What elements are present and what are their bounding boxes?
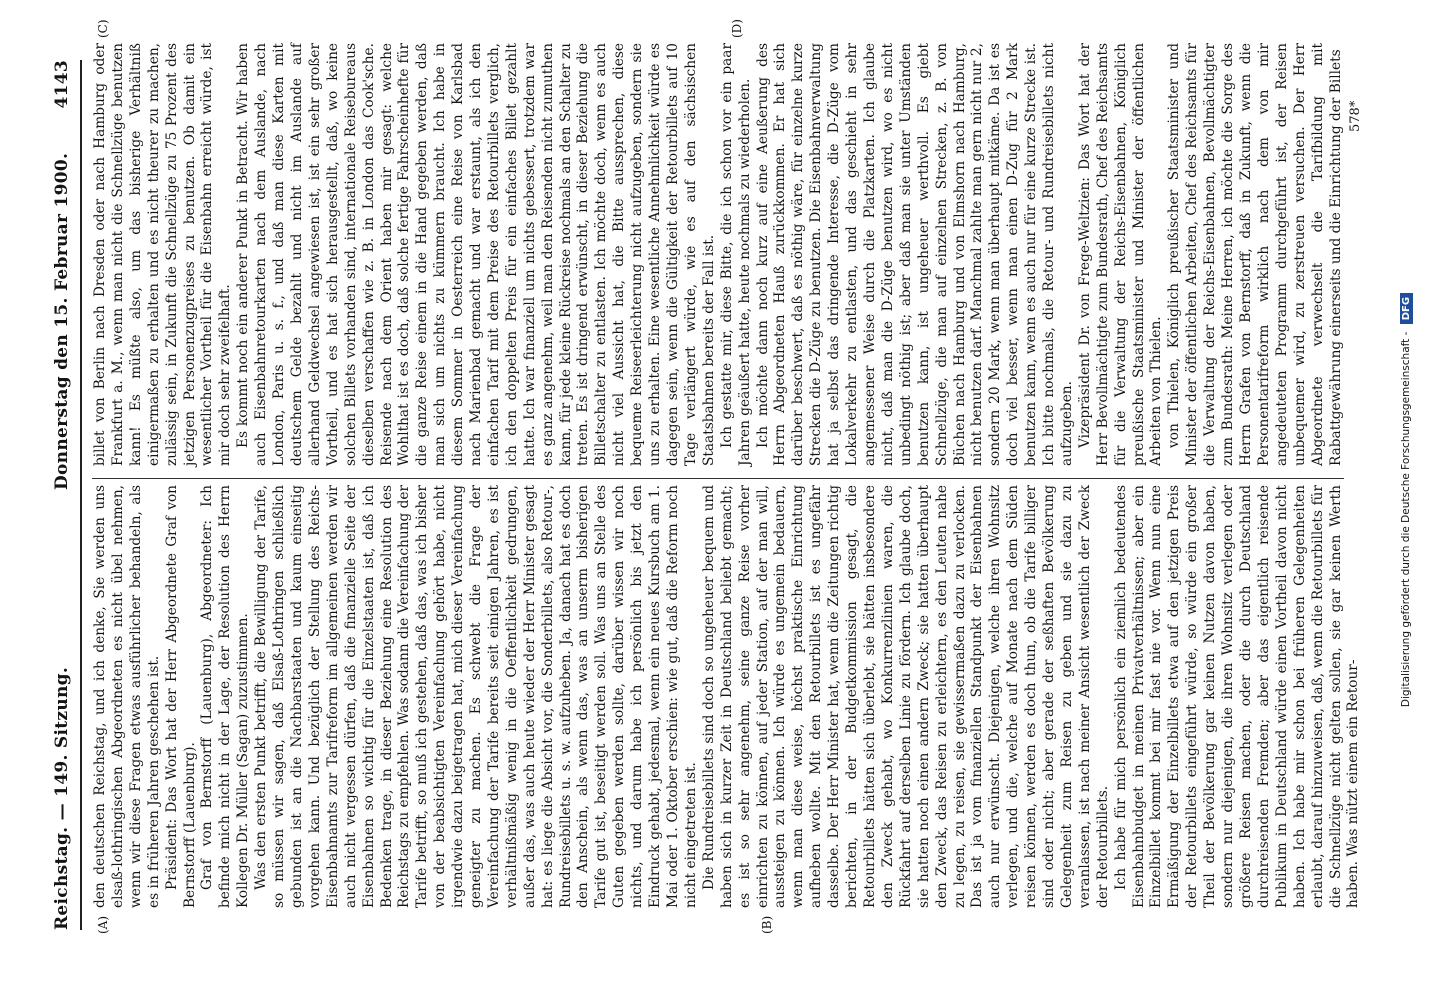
page-header [52, 60, 78, 930]
dfg-logo: DFG [1400, 293, 1413, 324]
column-divider [92, 478, 1344, 479]
right-paragraph: billet von Berlin nach Dresden oder nach Hamburg oder Frankfurt a. M., wenn man nicht die Schnellzüge benutzen kann! Es müßte also, um das bisherige Verhältniß einigermaßen zu erhalten und es nicht theurer zu machen, zulässig sein, in Zukunft die Schnellzüge zu 75 Prozent des jetzigen Personenzugpreises zu benutzen. Ob damit ein wesentlicher Vortheil für die Eisenbahn erreicht würde, ist mir doch sehr zweifelhaft. [92, 43, 234, 466]
header-rule [80, 60, 82, 930]
left-paragraph: Die Rundreisebillets sind doch so ungeheuer bequem und haben sich in kurzer Zeit in Deutschland beliebt gemacht; es ist so sehr angenehm, seine ganze Reise vorher einrichten zu können, auf jeder Station, auf der man will, aussteigen zu können. Ich würde es ungemein bedauern, wenn man diese weise, höchst praktische Einrichtung aufheben wollte. Mit den Retourbillets ist es ungefähr dasselbe. Der Herr Minister hat, wenn die Zeitungen richtig berichten, in der Budgetkommission gesagt, die Retourbillets hätten sich überlebt, sie hätten insbesondere den Zweck gehabt, wo Konkurrenzlinien waren, die Rückfahrt auf derselben Linie zu fördern. Ich glaube doch, sie hatten noch einen andern Zweck; sie hatten überhaupt den Zweck, das Reisen zu erleichtern, es den Leuten nahe zu legen, zu reisen, sie gewissermaßen dazu zu verlocken. Das ist ja vom finanziellen Standpunkt der Eisenbahnen auch nur erwünscht. Diejenigen, welche ihren Wohnsitz verlegen, und die, welche auf Monate nach dem Süden reisen können, werden es doch thun, ob die Tarife billiger sind oder nicht; aber gerade der seßhaften Bevölkerung Gelegenheit zum Reisen zu geben und sie dazu zu veranlassen, ist nach meiner Ansicht wesentlich der Zweck der Retourbillets. [700, 485, 1111, 908]
margin-marker-b: (B) [760, 915, 774, 934]
right-paragraph: Es kommt noch ein anderer Punkt in Betracht. Wir haben auch Eisenbahnretourkarten nach dem Auslande, nach London, Paris u. s. f., und daß man diese Karten mit deutschem Gelde bezahlt und nicht im Auslande auf allerhand Geldwechsel angewiesen ist, ist ein sehr großer Vortheil, und es hat sich herausgestellt, daß, wo keine solchen Billets vorhanden sind, internationale Reisebureaus dieselben verschaffen wie z. B. in London das Cook'sche. Reisende nach dem Orient haben mir gesagt: welche Wohlthat ist es doch, daß solche fertige Fahrscheinhefte für die ganze Reise einem in die Hand gegeben werden, daß man sich um nichts zu kümmern braucht. Ich habe in diesem Sommer in Oesterreich eine Reise von Karlsbad nach Marienbad gemacht und war erstaunt, als ich den einfachen Tarif mit dem Preise des Retourbillets verglich, ich den doppelten Preis für ein einfaches Billet gezahlt hatte. Ich war finanziell um nichts gebessert, trotzdem war es ganz angenehm, weil man den Reisenden nicht zumuthen kann, für jede kleine Rückreise nochmals an den Schalter zu treten. Es ist dringend erwünscht, in dieser Beziehung die Billetschalter zu entlasten. Ich möchte doch, wenn es auch nicht viel Aussicht hat, die Bitte aussprechen, diese bequeme Reiseerleichterung nicht aufzugeben, sondern sie uns zu erhalten. Eine wesentliche Annehmlichkeit würde es dagegen sein, wenn die Gültigkeit der Retourbillets auf 10 Tage verlängert würde, wie es auf den sächsischen Staatsbahnen bereits der Fall ist. [235, 43, 717, 466]
left-paragraph: den deutschen Reichstag, und ich denke, Sie werden uns elsaß-lothringischen Abgeordneten es nicht übel nehmen, wenn wir diese Fragen etwas ausführlicher behandeln, als es in früheren Jahren geschehen ist. [92, 485, 162, 908]
left-text-column [92, 485, 1362, 908]
margin-marker-c: (C) [96, 19, 110, 38]
digitization-notice [1400, 0, 1428, 1000]
header-date: Donnerstag den 15. Februar 1900. [52, 152, 72, 490]
page-number: 4143 [52, 60, 72, 109]
printer-signature: 578* [1348, 100, 1363, 132]
header-session: Reichstag. — 149. Sitzung. [52, 666, 72, 930]
left-paragraph: Graf von Bernstorff (Lauenburg), Abgeordneter: Ich befinde mich nicht in der Lage, der Resolution des Herrn Kollegen Dr. Müller (Sagan) zuzustimmen. [199, 485, 252, 908]
margin-marker-d: (D) [730, 19, 744, 38]
margin-marker-a: (A) [96, 915, 110, 934]
left-paragraph: Ich habe für mich persönlich ein ziemlich bedeutendes Eisenbahnbudget in meinen Privatverhältnissen; aber ein Einzelbillet kommt bei mir fast nie vor. Wenn nun eine Ermäßigung der Einzelbillets etwa auf den jetzigen Preis der Retourbillets eingeführt würde, so würde ein großer Theil der Bevölkerung gar keinen Nutzen davon haben, sondern nur diejenigen, die ihren Wohnsitz verlegen oder größere Reisen machen, oder die durch Deutschland durchreisenden Fremden; aber das eigentlich reisende Publikum in Deutschland würde einen Vortheil davon nicht haben. Ich habe mir schon bei früheren Gelegenheiten erlaubt, darauf hinzuweisen, daß, wenn die Retourbillets für die Schnellzüge nicht gelten sollen, sie gar keinen Werth haben. Was nützt einem ein Retour- [1112, 485, 1362, 908]
left-paragraph: Präsident: Das Wort hat der Herr Abgeordnete Graf von Bernstorff (Lauenburg). [163, 485, 198, 908]
right-paragraph: Ich gestatte mir, diese Bitte, die ich schon vor ein paar Jahren geäußert hatte, heute nochmals zu wiederholen. [718, 43, 753, 466]
right-text-column [92, 43, 1344, 466]
digitization-text: Digitalisierung gefördert durch die Deutsche Forschungsgemeinschaft - [1400, 331, 1412, 708]
left-paragraph: Was den ersten Punkt betrifft, die Bewilligung der Tarife, so müssen wir sagen, daß Elsaß-Lothringen schließlich gebunden ist an die Nachbarstaaten und kaum einseitig vorgehen kann. Und bezüglich der Stellung des Reichs-Eisenbahnamts zur Tarifreform im allgemeinen werden wir auch nicht vergessen dürfen, daß die finanzielle Seite der Eisenbahnen so wichtig für die Einzelstaaten ist, daß ich Bedenken trage, in dieser Beziehung eine Resolution des Reichstags zu empfehlen. Was sodann die Vereinfachung der Tarife betrifft, so muß ich gestehen, daß das, was ich bisher von der beabsichtigten Vereinfachung gehört habe, nicht irgendwie dazu beigetragen hat, mich dieser Vereinfachung geneigter zu machen. Es schwebt die Frage der Vereinfachung der Tarife bereits seit einigen Jahren, es ist verhältnißmäßig wenig in die Oeffentlichkeit gedrungen, außer das, was auch heute wieder der Herr Minister gesagt hat: es liege die Absicht vor, die Sonderbillets, also Retour-, Rundreisebillets u. s. w. aufzuheben. Ja, danach hat es doch den Anschein, als wenn das, was an unserm bisherigen Tarife gut ist, beseitigt werden soll. Was uns an Stelle des Guten gegeben werden sollte, darüber wissen wir noch nichts, und darum habe ich persönlich bis jetzt den Eindruck gehabt, jedesmal, wenn ein neues Kursbuch am 1. Mai oder 1. Oktober erschien: wie gut, daß die Reform noch nicht eingetreten ist. [253, 485, 699, 908]
right-paragraph: Ich möchte dann noch kurz auf eine Aeußerung des Herrn Abgeordneten Hauß zurückkommen. Er hat sich darüber beschwert, daß es nöthig wäre, für einzelne kurze Strecken die D-Züge zu benutzen. Die Eisenbahnverwaltung hat ja selbst das dringende Interesse, die D-Züge vom Lokalverkehr zu entlasten, und das geschieht in sehr angemessener Weise durch die Platzkarten. Ich glaube nicht, daß man die D-Züge benutzen wird, wo es nicht unbedingt nöthig ist; aber daß man sie unter Umständen benutzen kann, ist ungeheuer werthvoll. Es giebt Schnellzüge, die man auf einzelnen Strecken, z. B. von Büchen nach Hamburg und von Elmshorn nach Hamburg, nicht benutzen darf. Manchmal zahlte man gern nicht nur 2, sondern 20 Mark, wenn man überhaupt mitkäme. Da ist es doch viel besser, wenn man einen D-Zug für 2 Mark benutzen kann, wenn es auch nur für eine kurze Strecke ist. Ich bitte nochmals, die Retour- und Rundreisebillets nicht aufzugeben. [754, 43, 1075, 466]
right-paragraph: von Thielen, Königlich preußischer Staatsminister und Minister der öffentlichen Arbeiten, Chef des Reichsamts für die Verwaltung der Reichs-Eisenbahnen, Bevollmächtigter zum Bundesrath: Meine Herren, ich möchte die Sorge des Herrn Grafen von Bernstorff, daß in Zukunft, wenn die Personentarifreform wirklich nach dem von mir angedeuteten Programm durchgeführt ist, der Reisen unbequemer wird, zu zerstreuen versuchen. Der Herr Abgeordnete verwechselt die Tarifbildung mit Rabattgewährung einerseits und die Einrichtung der Billets [1166, 43, 1344, 466]
right-paragraph: Vizepräsident Dr. von Frege-Weltzien: Das Wort hat der Herr Bevollmächtigte zum Bundesrath, Chef des Reichsamts für die Verwaltung der Reichs-Eisenbahnen, Königlich preußische Staatsminister und Minister der öffentlichen Arbeiten von Thielen. [1076, 43, 1165, 466]
